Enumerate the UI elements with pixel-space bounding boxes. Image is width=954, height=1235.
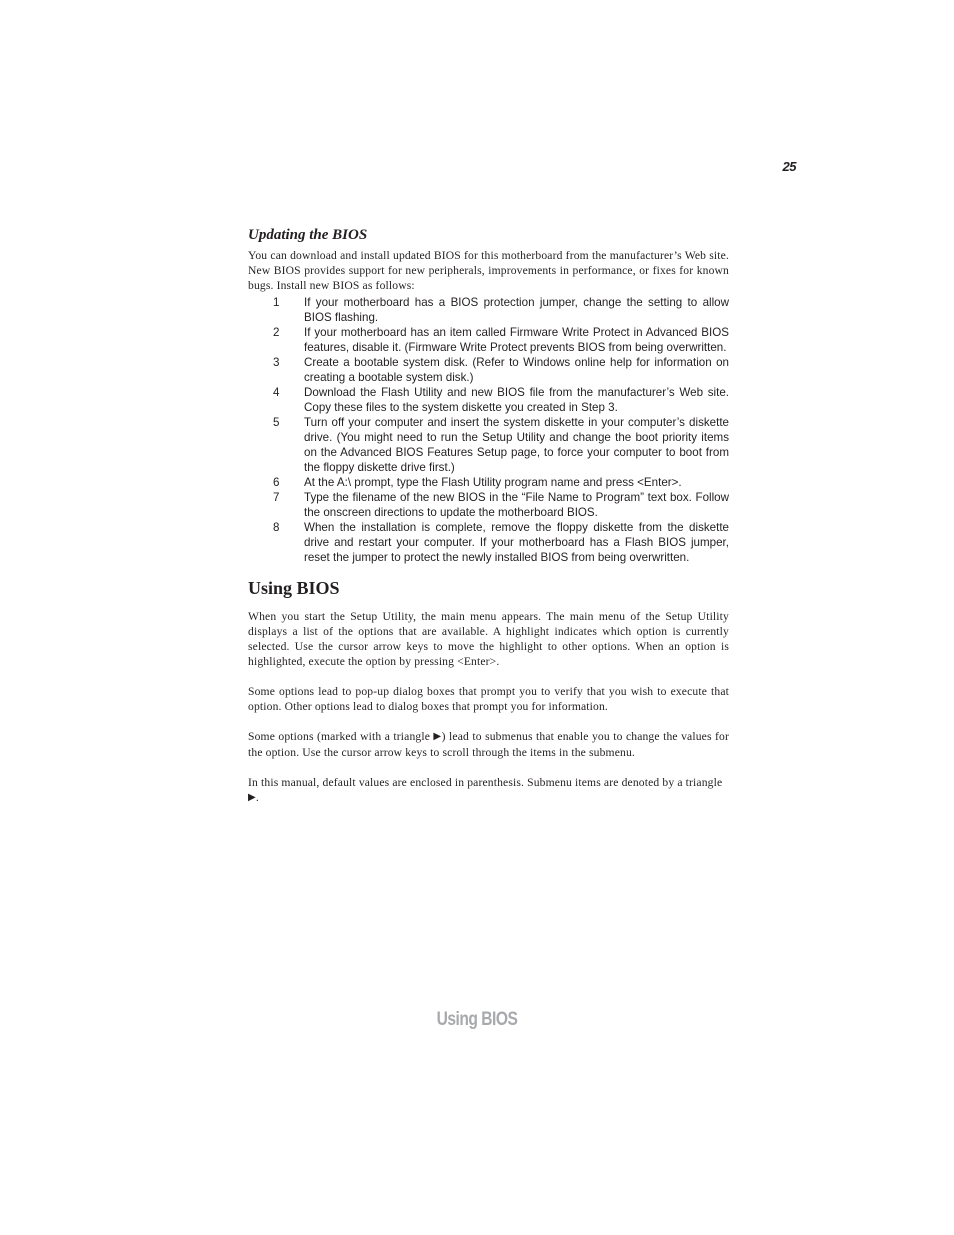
list-item [248, 295, 729, 325]
step-number: 4 [273, 386, 280, 399]
paragraph-main-menu: When you start the Setup Utility, the main menu appears. The main menu of the Setup Utility displays a list of the options that are available. A highlight indicates which option is currently selected. Use the cursor arrow keys to move the highlight to other options. When an option is highlighted, execute the option by pressing <Enter>. [248, 610, 729, 668]
triangle-icon: ▶ [248, 792, 256, 803]
list-item [248, 385, 729, 415]
step-number: 6 [273, 476, 280, 489]
paragraph-dialog-boxes: Some options lead to pop-up dialog boxes that prompt you to verify that you wish to execute that option. Other options lead to dialog boxes that prompt you for information. [248, 685, 729, 713]
step-number: 2 [273, 326, 280, 339]
list-item [248, 475, 729, 490]
step-text: Download the Flash Utility and new BIOS file from the manufacturer’s Web site. Copy these files to the system diskette you created in Step 3. [304, 386, 729, 414]
list-item [248, 520, 729, 565]
paragraph-defaults-text-end: . [255, 791, 259, 804]
paragraph-defaults [248, 775, 729, 806]
step-text: Turn off your computer and insert the system diskette in your computer’s diskette drive. (You might need to run the Setup Utility and change the boot priority items on the Advanced BIOS Features Setup page, to force your computer to boot from the floppy diskette drive first.) [304, 416, 729, 474]
step-text: At the A:\ prompt, type the Flash Utility program name and press <Enter>. [304, 476, 682, 489]
list-item [248, 355, 729, 385]
list-item [248, 415, 729, 475]
footer-chapter-title: Using BIOS [436, 1009, 518, 1030]
section-title: Using BIOS [248, 578, 340, 598]
paragraph-defaults-text: In this manual, default values are enclosed in parenthesis. Submenu items are denoted by a triangle [248, 776, 723, 789]
step-text: When the installation is complete, remove the floppy diskette from the diskette drive and restart your computer. If your motherboard has a Flash BIOS jumper, reset the jumper to protect the newly installed BIOS from being overwritten. [304, 521, 729, 564]
step-number: 3 [273, 356, 280, 369]
step-text: Create a bootable system disk. (Refer to Windows online help for information on creating a bootable system disk.) [304, 356, 729, 384]
list-item [248, 490, 729, 520]
intro-paragraph: You can download and install updated BIOS for this motherboard from the manufacturer’s Web site. New BIOS provides support for new peripherals, improvements in performance, or fixes for known bugs. Install new BIOS as follows: [248, 249, 729, 292]
paragraph-submenus-text: Some options (marked with a triangle [248, 730, 431, 743]
subsection-title: Updating the BIOS [248, 227, 368, 243]
page-number: 25 [782, 159, 796, 174]
paragraph-submenus-text-end: ) lead to submenus that enable you to change the values for the option. Use the cursor arrow keys to scroll through the items in the submenu. [248, 730, 729, 759]
step-number: 5 [273, 416, 280, 429]
paragraph-submenus [248, 729, 729, 760]
triangle-icon: ▶ [433, 731, 442, 742]
step-text: Type the filename of the new BIOS in the “File Name to Program” text box. Follow the onscreen directions to update the motherboard BIOS. [304, 491, 729, 519]
step-number: 1 [273, 296, 280, 309]
list-item [248, 325, 729, 355]
step-text: If your motherboard has a BIOS protection jumper, change the setting to allow BIOS flashing. [304, 296, 729, 324]
steps-list [248, 295, 729, 565]
page-content [248, 226, 729, 806]
step-number: 7 [273, 491, 280, 504]
step-number: 8 [273, 521, 280, 534]
step-text: If your motherboard has an item called Firmware Write Protect in Advanced BIOS features, disable it. (Firmware Write Protect prevents BIOS from being overwritten. [304, 326, 729, 354]
